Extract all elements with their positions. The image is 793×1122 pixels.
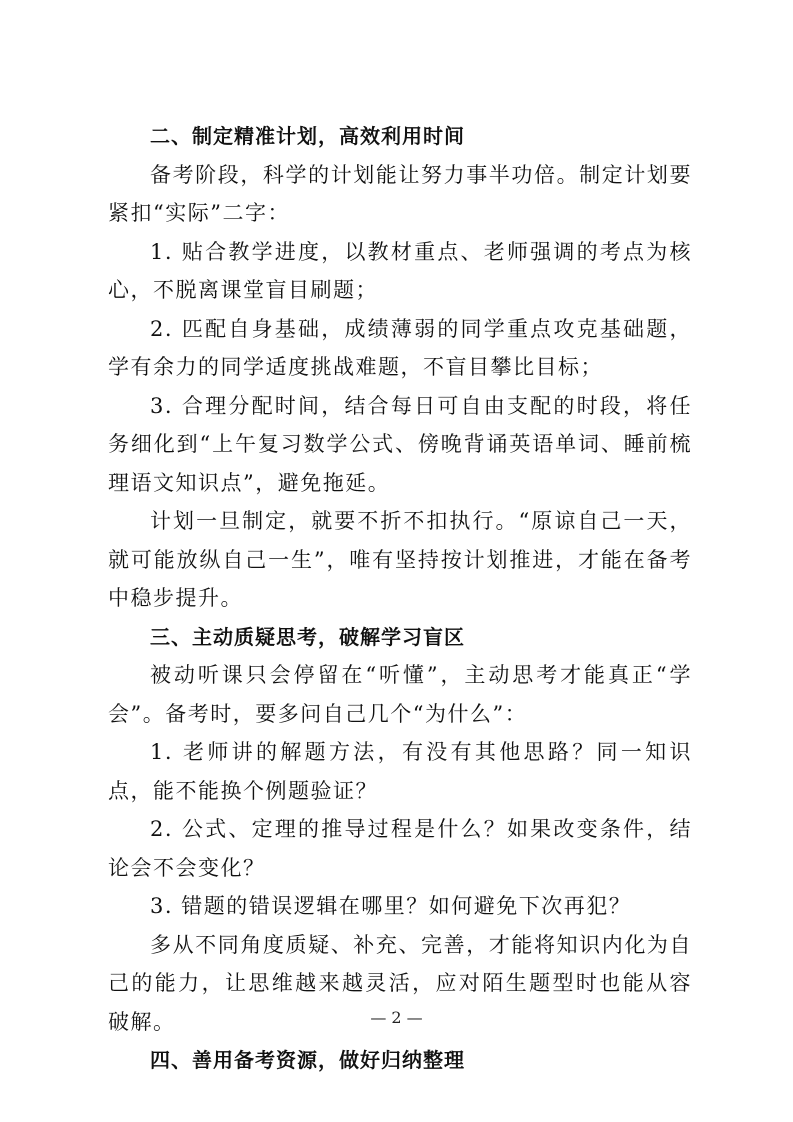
section-heading: 四、善用备考资源，做好归纳整理 [150,1048,465,1072]
section-heading: 三、主动质疑思考，破解学习盲区 [150,624,465,649]
section-heading: 二、制定精准计划，高效利用时间 [150,124,465,148]
paragraph: 计划一旦制定，就要不折不扣执行。“原谅自己一天，就可能放纵自己一生”，唯有坚持按计划推进，才能在备考中稳步提升。 [108,509,692,610]
paragraph: 备考阶段，科学的计划能让努力事半功倍。制定计划要紧扣“实际”二字： [108,162,692,225]
section-3 [108,618,692,1042]
section-4 [108,1041,692,1080]
page-number: — 2 — [370,1008,423,1027]
list-item: 1. 贴合教学进度，以教材重点、老师强调的考点为核心，不脱离课堂盲目刷题； [108,239,692,302]
list-item: 2. 匹配自身基础，成绩薄弱的同学重点攻克基础题，学有余力的同学适度挑战难题，不盲目攀比目标； [108,316,692,379]
list-item: 3. 错题的错误逻辑在哪里？如何避免下次再犯？ [150,894,632,918]
paragraph: 被动听课只会停留在“听懂”，主动思考才能真正“学会”。备考时，要多问自己几个“为什么”： [108,663,692,726]
list-item: 3. 合理分配时间，结合每日可自由支配的时段，将任务细化到“上午复习数学公式、傍晚背诵英语单词、睡前梳理语文知识点”，避免拖延。 [108,393,692,495]
paragraph: 多从不同角度质疑、补充、完善，才能将知识内化为自己的能力，让思维越来越灵活，应对陌生题型时也能从容破解。 [108,932,692,1034]
section-2 [108,117,692,618]
document-body [108,117,692,1080]
list-item: 1. 老师讲的解题方法，有没有其他思路？同一知识点，能不能换个例题验证？ [108,740,692,803]
list-item: 2. 公式、定理的推导过程是什么？如果改变条件，结论会不会变化？ [108,817,692,880]
